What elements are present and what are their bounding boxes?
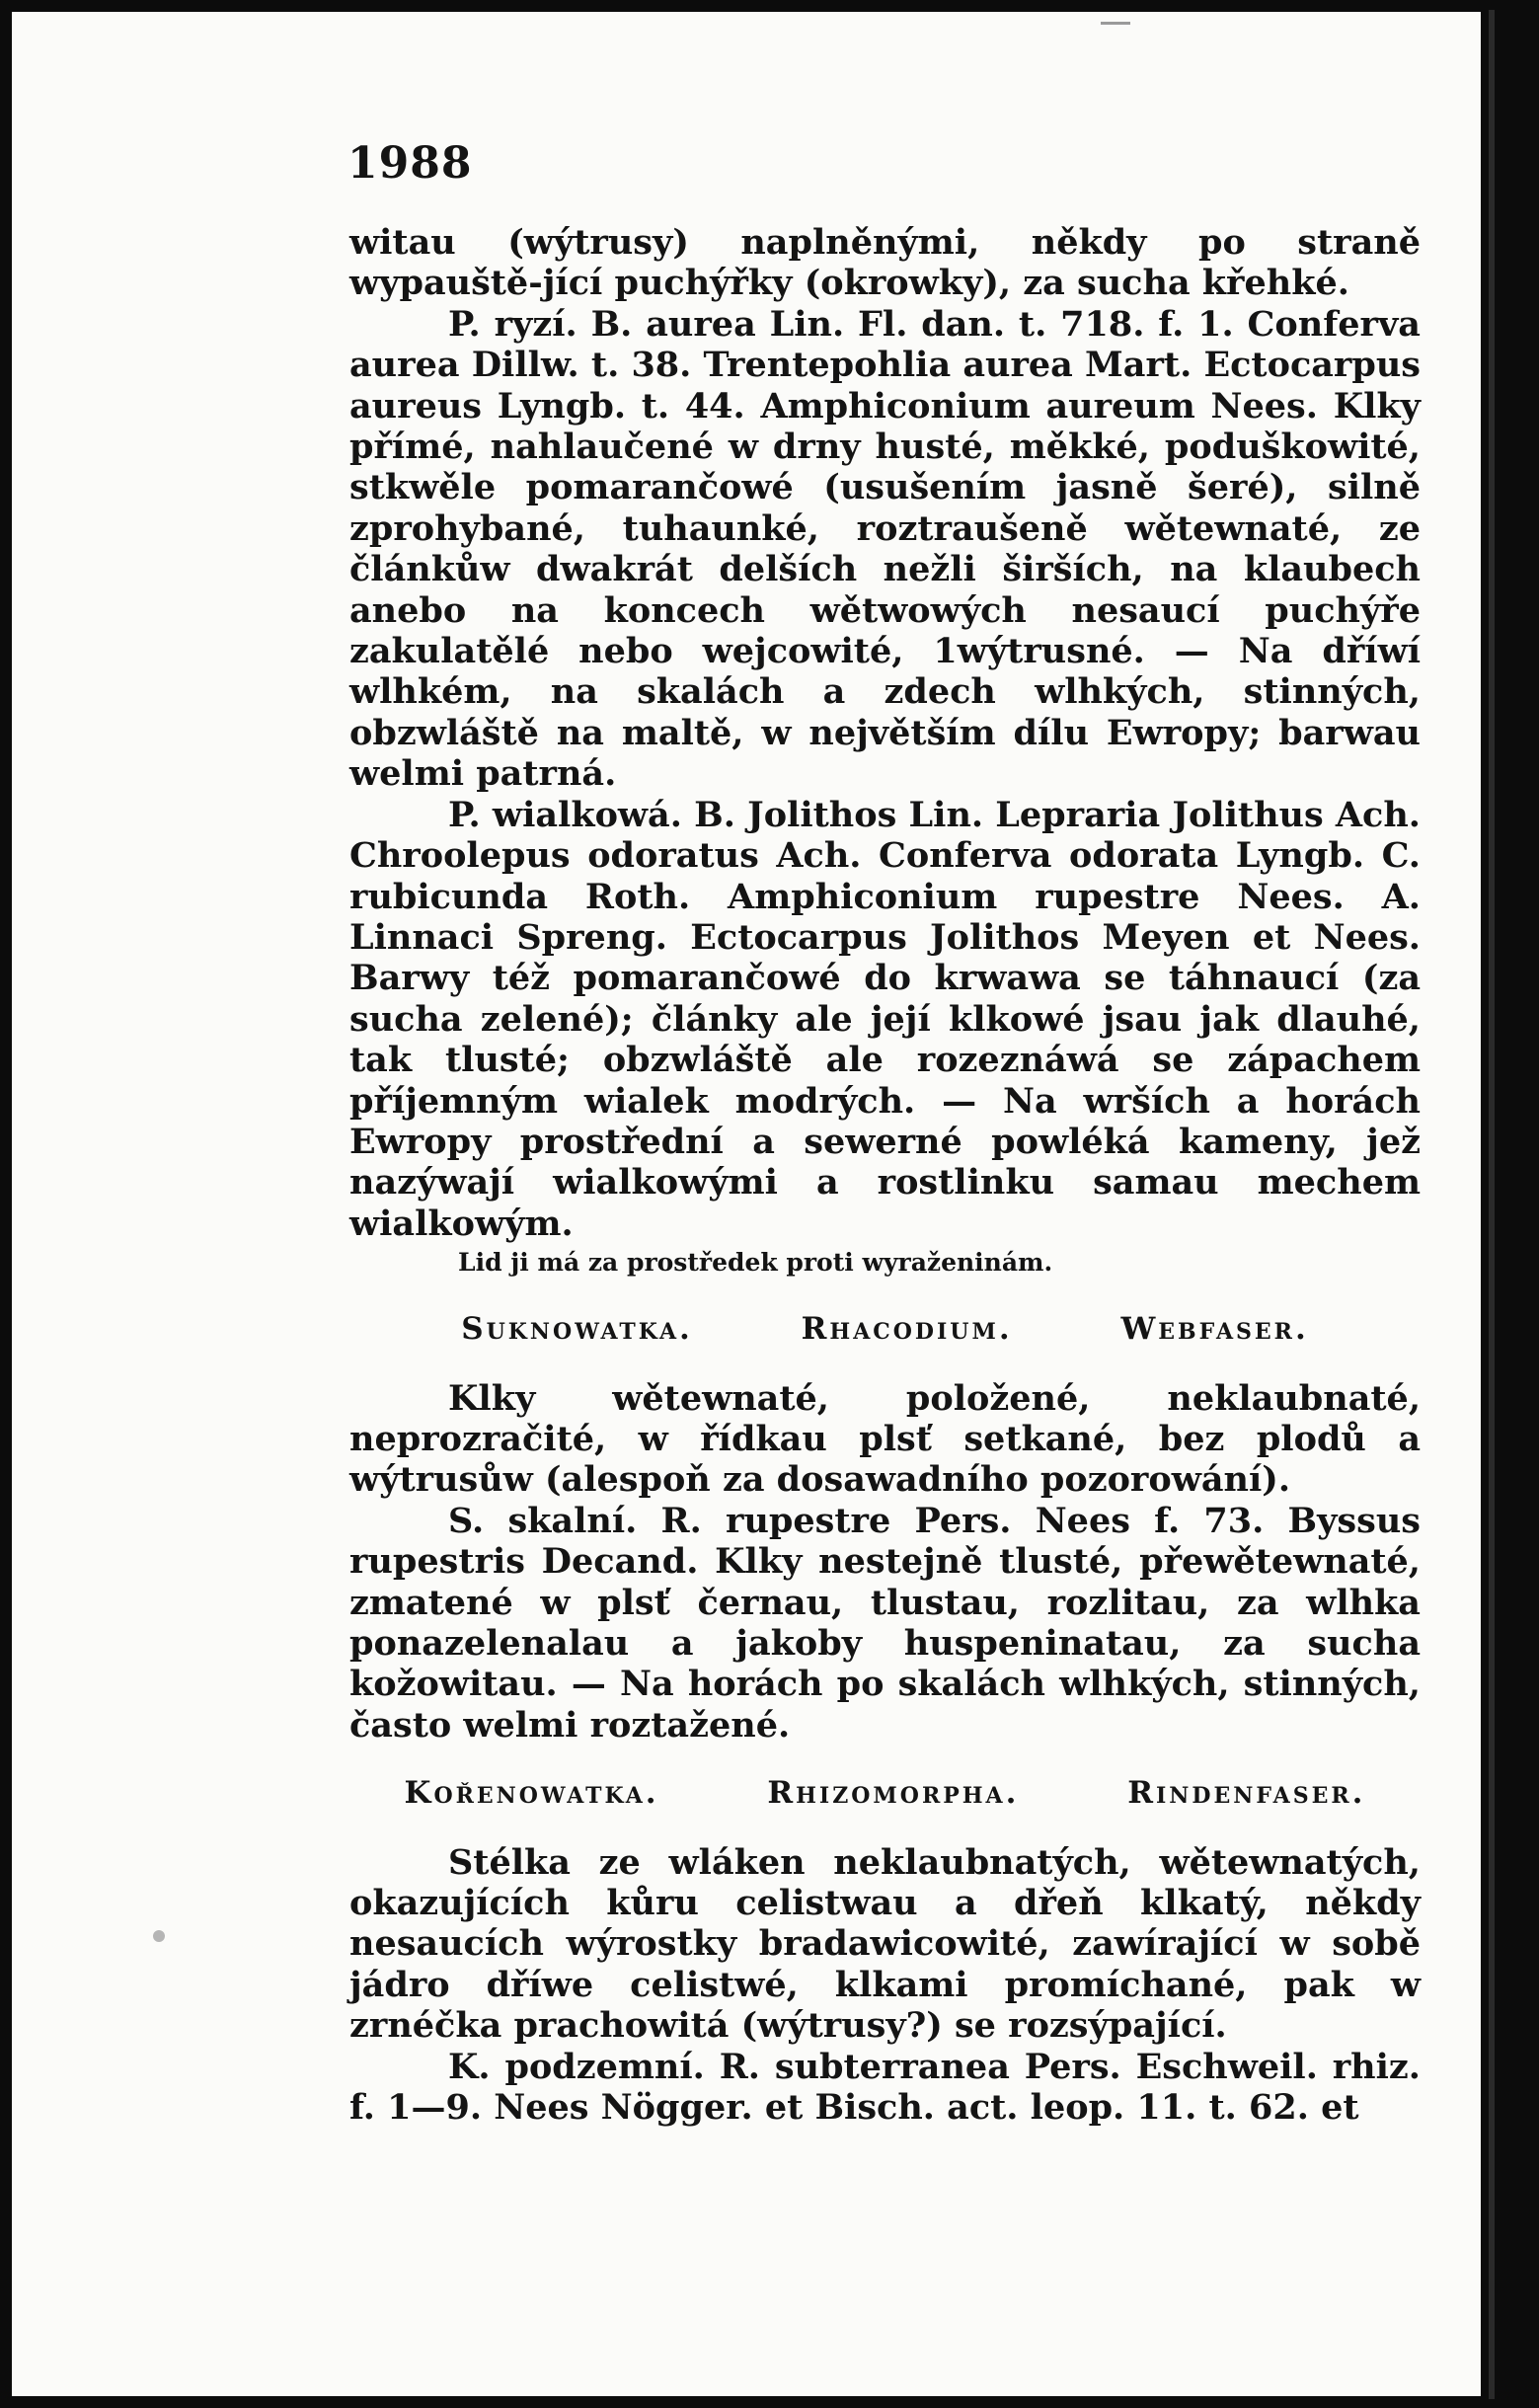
genus-german-name: Webfaser. [1120, 1311, 1309, 1348]
genus-heading-korenowatka [349, 1773, 1421, 1814]
paragraph-species-p-ryzi: P. ryzí. B. aurea Lin. Fl. dan. t. 718. f. 1. Conferva aurea Dillw. t. 38. Trentepohlia aurea Mart. Ectocarpus aureus Lyngb. t. 44. Amphiconium aureum Nees. Klky přímé, nahlaučené w drny husté, měkké, poduškowité, stkwěle pomarančowé (usušením jasně šeré), silně zprohybané, tuhaunké, roztraušeně wětewnaté, ze článkůw dwakrát delších nežli širších, na klaubech anebo na koncech wětwowých nesaucí puchýře zakulatělé nebo wejcowité, 1wýtrusné. — Na dříwí wlhkém, na skalách a zdech wlhkých, stinných, obzwláště na maltě, w největším dílu Ewropy; barwau welmi patrná. [349, 303, 1421, 795]
page-edge-shadow [1489, 10, 1495, 2399]
footnote-usage: Lid ji má za prostředek proti wyraženinám. [458, 1248, 1053, 1278]
genus-czech-name: Suknowatka. [461, 1311, 693, 1348]
paragraph-species-s-skalni: S. skalní. R. rupestre Pers. Nees f. 73. Byssus rupestris Decand. Klky nestejně tlusté, přewětewnaté, zmatené w plsť černau, tlustau, rozlitau, za wlhka ponazelenalau a jakoby huspeninatau, za sucha kožowitau. — Na horách po skalách wlhkých, stinných, často welmi roztažené. [349, 1500, 1421, 1746]
genus-latin-name: Rhizomorpha. [767, 1775, 1020, 1812]
genus-latin-name: Rhacodium. [801, 1311, 1013, 1348]
page-body [349, 222, 1421, 2128]
page-number: 1988 [347, 138, 473, 189]
paragraph-species-k-podzemni: K. podzemní. R. subterranea Pers. Eschweil. rhiz. f. 1—9. Nees Nögger. et Bisch. act. leop. 11. t. 62. et [349, 2046, 1421, 2129]
paragraph-continuation: witau (wýtrusy) naplněnými, někdy po straně wypauště-jící puchýřky (okrowky), za sucha křehké. [349, 222, 1421, 304]
ink-spot [153, 1930, 165, 1942]
paragraph-species-p-wialkowa: P. wialkowá. B. Jolithos Lin. Lepraria Jolithus Ach. Chroolepus odoratus Ach. Conferva odorata Lyngb. C. rubicunda Roth. Amphiconium rupestre Nees. A. Linnaci Spreng. Ectocarpus Jolithos Meyen et Nees. Barwy též pomarančowé do krwawa se táhnaucí (za sucha zelené); články ale její klkowé jsau jak dlauhé, tak tlusté; obzwláště ale rozeznáwá se zápachem příjemným wialek modrých. — Na wrších a horách Ewropy prostřední a sewerné powléká kameny, jež nazýwají wialkowými a rostlinku samau mechem wialkowým. [349, 794, 1421, 1244]
genus-heading-suknowatka [349, 1309, 1421, 1350]
paragraph-genus-description: Stélka ze wláken neklaubnatých, wětewnatých, okazujících kůru celistwau a dřeň klkatý, někdy nesaucích wýrostky bradawicowité, zawírající w sobě jádro dříwe celistwé, klkami promíchané, pak w zrnéčka prachowitá (wýtrusy?) se rozsýpající. [349, 1841, 1421, 2047]
scan-mark [1101, 22, 1130, 25]
genus-german-name: Rindenfaser. [1127, 1775, 1366, 1812]
paragraph-genus-description: Klky wětewnaté, položené, neklaubnaté, neprozračité, w řídkau plsť setkané, bez plodů a wýtrusůw (alespoň za dosawadního pozorowání). [349, 1377, 1421, 1501]
genus-czech-name: Kořenowatka. [404, 1775, 659, 1812]
